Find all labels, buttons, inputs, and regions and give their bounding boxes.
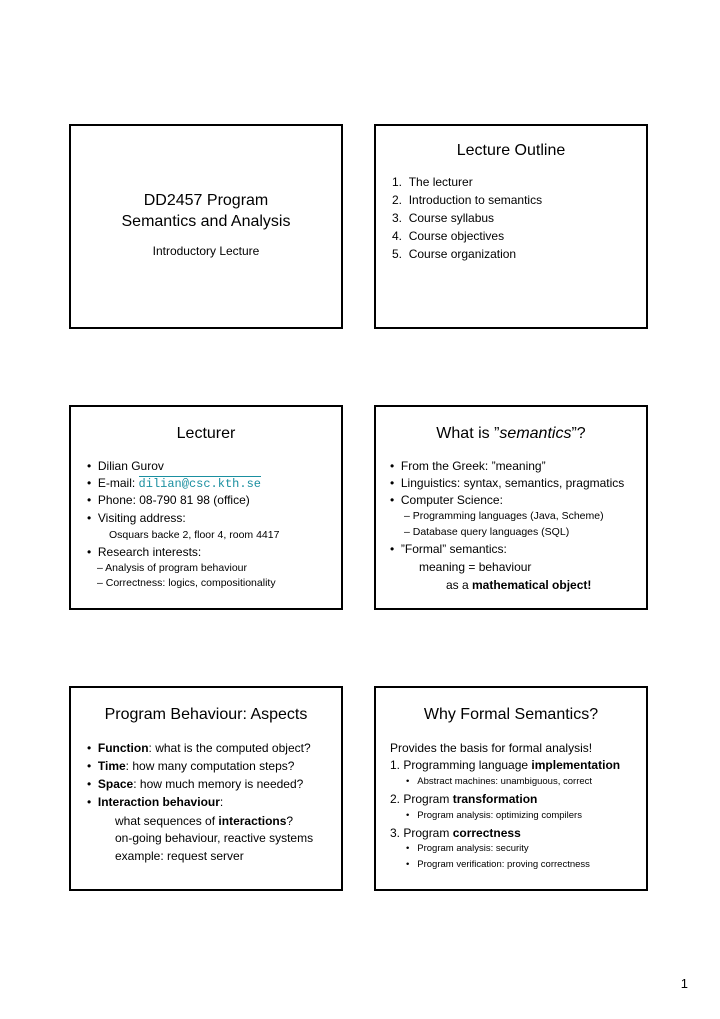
slide-title [69,124,343,329]
slide-title: Why Formal Semantics? [423,706,599,723]
bullet-name: • Dilian Gurov [87,459,164,473]
sub-bullet: – Programming languages (Java, Scheme) [404,510,604,522]
email-link[interactable]: dilian@csc.kth.se [138,477,261,491]
slide-title: What is ”semantics”? [436,425,586,442]
bullet: • Computer Science: [390,493,503,507]
slide-title: Lecturer [176,425,236,442]
course-title-line2: Semantics and Analysis [121,213,291,230]
slide-lecturer [69,405,343,610]
numbered-item: 1. Programming language implementation [390,758,621,772]
page-number: 1 [680,976,688,991]
sub-bullet: • Abstract machines: unambiguous, correct [406,776,593,787]
research-item: – Analysis of program behaviour [97,562,247,574]
outline-item: 1. The lecturer [392,175,473,189]
address: Osquars backe 2, floor 4, room 4417 [109,529,280,541]
bullet-visiting: • Visiting address: [87,511,186,525]
slide-title: Lecture Outline [456,142,566,159]
indented-text: what sequences of interactions? [115,814,294,828]
slide-why-formal-semantics [374,686,648,891]
indented-text: meaning = behaviour [419,560,532,574]
outline-item: 4. Course objectives [392,229,505,243]
slide-program-behaviour [69,686,343,891]
indented-text: as a mathematical object! [446,578,592,592]
slide-title: Program Behaviour: Aspects [104,706,308,723]
bullet: • Linguistics: syntax, semantics, pragmatics [390,476,625,490]
intro-text: Provides the basis for formal analysis! [390,741,593,755]
research-item: – Correctness: logics, compositionality [97,577,276,589]
bullet-research: • Research interests: [87,545,202,559]
slide-what-is-semantics [374,405,648,610]
sub-bullet: • Program analysis: optimizing compilers [406,810,582,821]
bullet: • From the Greek: ”meaning” [390,459,546,473]
course-title-line1: DD2457 Program [143,192,269,209]
bullet-email: • E-mail: dilian@csc.kth.se [87,476,261,491]
indented-text: example: request server [115,849,244,863]
bullet: • Space: how much memory is needed? [87,777,304,791]
bullet: • Time: how many computation steps? [87,759,295,773]
outline-item: 2. Introduction to semantics [392,193,543,207]
outline-item: 3. Course syllabus [392,211,495,225]
numbered-item: 2. Program transformation [390,792,538,806]
sub-bullet: – Database query languages (SQL) [404,526,570,538]
numbered-item: 3. Program correctness [390,826,521,840]
bullet: • Function: what is the computed object? [87,741,311,755]
course-subtitle: Introductory Lecture [152,244,260,258]
sub-bullet: • Program verification: proving correctness [406,859,590,870]
slide-lecture-outline [374,124,648,329]
bullet: • ”Formal” semantics: [390,542,507,556]
outline-item: 5. Course organization [392,247,517,261]
bullet-phone: • Phone: 08-790 81 98 (office) [87,493,250,507]
sub-bullet: • Program analysis: security [406,843,529,854]
bullet: • Interaction behaviour: [87,795,224,809]
indented-text: on-going behaviour, reactive systems [115,831,314,845]
